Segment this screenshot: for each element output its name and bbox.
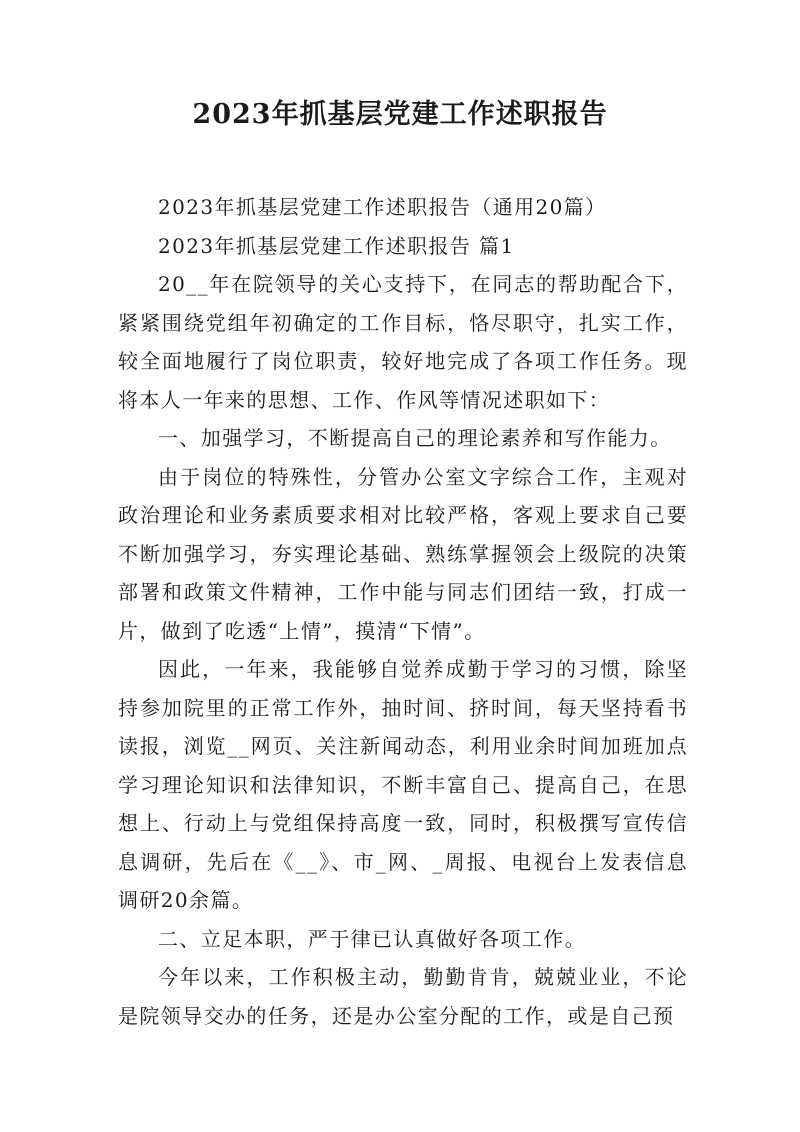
body-paragraph: 由于岗位的特殊性，分管办公室文字综合工作，主观对政治理论和业务素质要求相对比较严格，客观上要求自己要不断加强学习，夯实理论基础、熟练掌握领会上级院的决策部署和政策文件精神，工作中能与同志们团结一致，打成一片，做到了吃透“上情”，摸清“下情”。: [118, 464, 688, 643]
section-heading: 2023年抓基层党建工作述职报告 篇1: [158, 233, 515, 258]
section-heading: 二、立足本职，严于律已认真做好各项工作。: [158, 926, 586, 951]
body-paragraph: 今年以来，工作积极主动，勤勤肯肯，兢兢业业，不论是院领导交办的任务，还是办公室分配的工作，或是自己预: [118, 965, 688, 1028]
document-title: 2023年抓基层党建工作述职报告: [192, 99, 608, 130]
body-paragraph: 20__年在院领导的关心支持下，在同志的帮助配合下，紧紧围绕党组年初确定的工作目标，恪尽职守，扎实工作，较全面地履行了岗位职责，较好地完成了各项工作任务。现将本人一年来的思想、工作、作风等情况述职如下：: [118, 272, 688, 412]
section-heading: 一、加强学习，不断提高自己的理论素养和写作能力。: [158, 426, 672, 450]
subtitle-paragraph: 2023年抓基层党建工作述职报告（通用20篇）: [158, 195, 607, 219]
document-body: [118, 188, 688, 1035]
body-paragraph: 因此，一年来，我能够自觉养成勤于学习的习惯，除坚持参加院里的正常工作外，抽时间、挤时间，每天坚持看书读报，浏览__网页、关注新闻动态，利用业余时间加班加点学习理论知识和法律知识，不断丰富自己、提高自己，在思想上、行动上与党组保持高度一致，同时，积极撰写宣传信息调研，先后在《__》、市_网、_周报、电视台上发表信息调研20余篇。: [118, 657, 688, 912]
